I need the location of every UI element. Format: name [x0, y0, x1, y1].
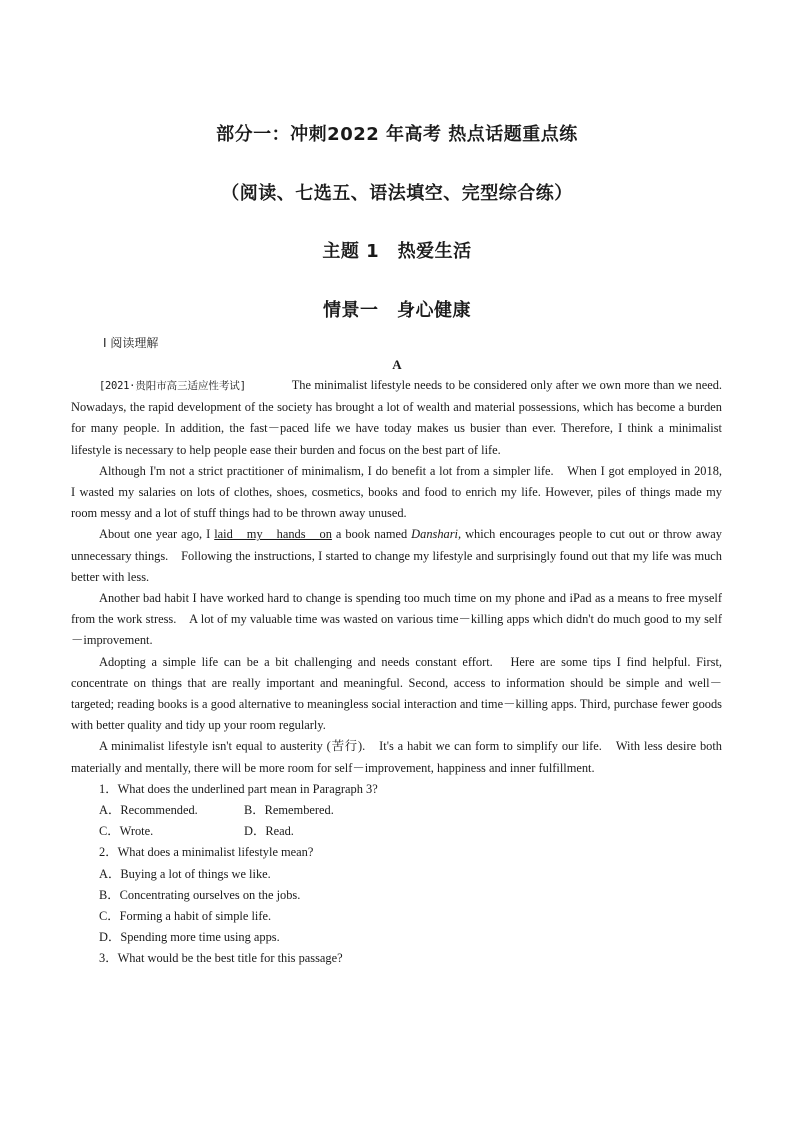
option-c: C．Wrote. [99, 824, 154, 839]
scene-heading: 情景一 身心健康 [323, 300, 471, 321]
paragraph-3-text-a: About one year ago, I [99, 527, 215, 542]
paragraph-1-text: The minimalist lifestyle needs to be considered only after we own more than we need. Nowadays, the rapid development of the society has brought a lot of wealth and material possessions, which has become a burden for many people. In addition, the fast－paced life we have today makes us busier than ever. Therefore, I think a minimalist lifestyle is necessary to help people ease their burden and focus on the best part of life. [71, 378, 735, 457]
paragraph-3-text-b: a book named [331, 527, 412, 542]
option-c: C．Forming a habit of simple life. [99, 909, 272, 924]
option-d: D．Read. [244, 824, 294, 839]
option-b: B．Remembered. [244, 803, 334, 818]
option-b: B．Concentrating ourselves on the jobs. [99, 887, 301, 902]
question-1-options-cd [71, 821, 722, 842]
paragraph-4: Another bad habit I have worked hard to change is spending too much time on my phone and iPad as a means to free myself from the work stress. A lot of my valuable time was wasted on various time－killing apps which didn't do much good to my self－improvement. [71, 591, 722, 648]
question-2: 2．What does a minimalist lifestyle mean? [99, 845, 314, 860]
option-a: A．Buying a lot of things we like. [99, 866, 271, 881]
question-3: 3．What would be the best title for this passage? [99, 951, 343, 966]
section-label: Ⅰ 阅读理解 [103, 336, 159, 350]
underlined-phrase: laid my hands on [214, 527, 332, 542]
paragraph-2: Although I'm not a strict practitioner of minimalism, I do benefit a lot from a simpler life. When I got employed in 2018, I wasted my salaries on lots of clothes, shoes, cosmetics, books and food to enrich my life. However, piles of things made my room messy and a lot of stuff things had to be thrown away unused. [71, 463, 735, 521]
document-subtitle: （阅读、七选五、语法填空、完型综合练） [221, 183, 573, 204]
source-tag: [2021·贵阳市高三适应性考试] [99, 380, 246, 392]
paragraph-3-text-c: which encourages people to cut out or throw away unnecessary things. Following the instructions, I started to change my lifestyle and surprisingly found out that my life was much better with less. [71, 527, 722, 584]
paragraph-6: A minimalist lifestyle isn't equal to austerity (苦行). It's a habit we can form to simplify our life. With less desire both materially and mentally, there will be more room for self－improvement, happiness and inner fulfillment. [71, 739, 722, 775]
question-1: 1．What does the underlined part mean in Paragraph 3? [99, 781, 378, 796]
paragraph-3 [71, 524, 722, 588]
book-title: Danshari, [411, 527, 462, 542]
question-1-options-ab [71, 800, 722, 821]
option-d: D．Spending more time using apps. [99, 930, 280, 945]
passage-letter: A [392, 357, 402, 372]
passage-body [71, 375, 735, 970]
paragraph-5: Adopting a simple life can be a bit challenging and needs constant effort. Here are some tips I find helpful. First, concentrate on things that are really important and meaningful. Second, access to information should be simple and well－targeted; reading books is a good alternative to meaningless social interaction and time－killing apps. Third, purchase fewer goods with better quality and tidy up your room regularly. [71, 654, 722, 733]
option-a: A．Recommended. [99, 803, 198, 818]
paragraph-1 [71, 375, 735, 461]
document-title: 部分一：冲刺2022 年高考 热点话题重点练 [216, 124, 578, 145]
theme-heading: 主题 1 热爱生活 [322, 241, 472, 262]
